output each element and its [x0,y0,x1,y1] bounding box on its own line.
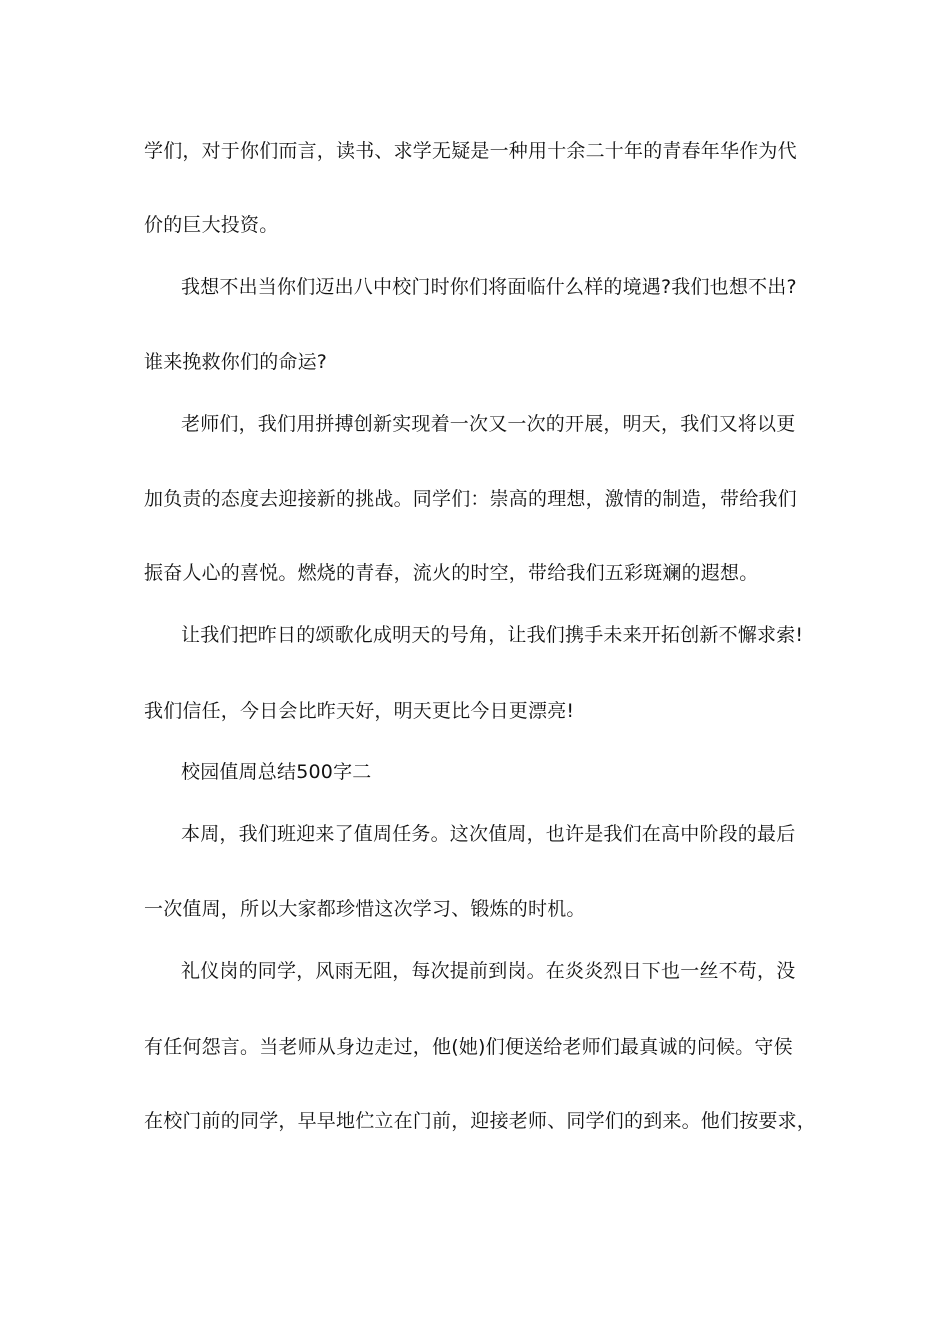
paragraph-line: 振奋人心的喜悦。燃烧的青春，流火的时空，带给我们五彩斑斓的遐想。 [144,562,759,584]
section-heading: 校园值周总结500字二 [181,761,372,783]
paragraph-line: 我想不出当你们迈出八中校门时你们将面临什么样的境遇?我们也想不出? [181,276,797,298]
paragraph-line: 在校门前的同学，早早地伫立在门前，迎接老师、同学们的到来。他们按要求， [144,1110,817,1132]
paragraph-line: 一次值周，所以大家都珍惜这次学习、锻炼的时机。 [144,898,586,920]
paragraph-line: 我们信任，今日会比昨天好，明天更比今日更漂亮! [144,700,575,722]
paragraph-line: 老师们，我们用拼搏创新实现着一次又一次的开展，明天，我们又将以更 [181,413,796,435]
paragraph-line: 价的巨大投资。 [144,214,279,236]
paragraph-line: 学们，对于你们而言，读书、求学无疑是一种用十余二十年的青春年华作为代 [144,140,797,162]
paragraph-line: 有任何怨言。当老师从身边走过，他(她)们便送给老师们最真诚的问候。守侯 [144,1036,793,1058]
paragraph-line: 加负责的态度去迎接新的挑战。同学们：崇高的理想，激情的制造，带给我们 [144,488,797,510]
paragraph-line: 谁来挽救你们的命运? [144,351,328,373]
paragraph-line: 礼仪岗的同学，风雨无阻，每次提前到岗。在炎炎烈日下也一丝不苟，没 [181,960,796,982]
paragraph-line: 本周，我们班迎来了值周任务。这次值周，也许是我们在高中阶段的最后 [181,823,796,845]
paragraph-line: 让我们把昨日的颂歌化成明天的号角，让我们携手未来开拓创新不懈求索! [181,624,804,646]
